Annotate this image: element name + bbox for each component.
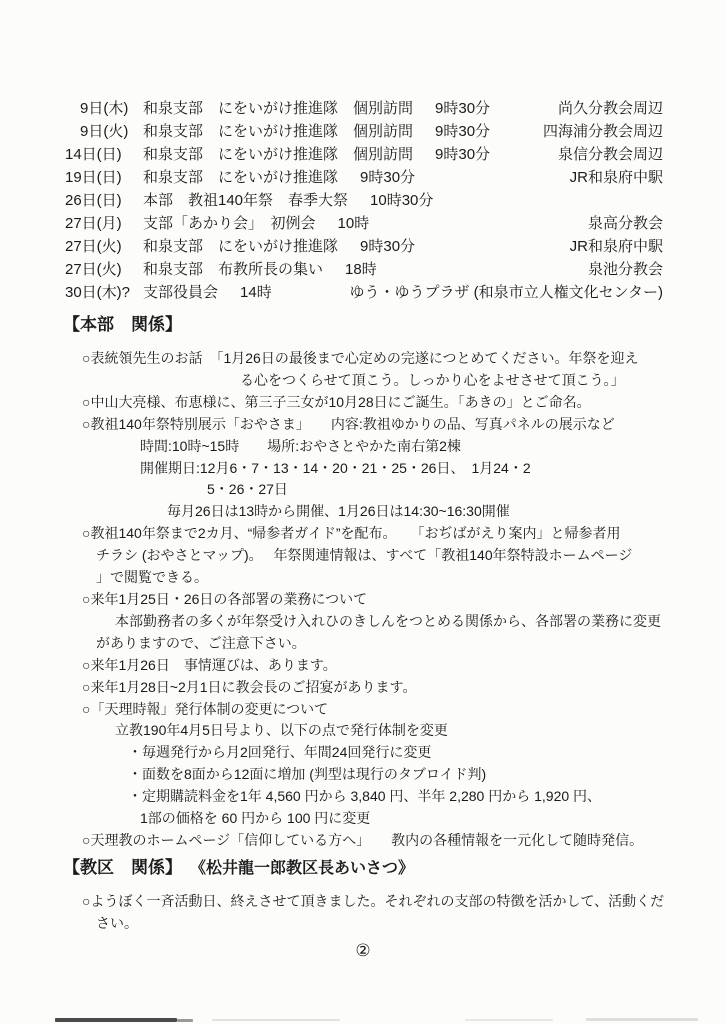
- schedule-row: [65, 235, 663, 258]
- schedule-location: 泉池分教会: [587, 261, 663, 278]
- section-header-row: [63, 315, 726, 335]
- text-line: ・毎週発行から月2回発行、年間24回発行に変更: [128, 744, 432, 761]
- section-subheading: 《松井龍一郎教区長あいさつ》: [198, 859, 415, 877]
- schedule-list: [65, 97, 663, 304]
- text-line: ○教祖140年祭特別展示「おやさま」 内容:教祖ゆかりの品、写真パネルの展示など: [82, 415, 615, 432]
- schedule-date: 26日(日): [65, 192, 122, 209]
- schedule-time: 9時30分: [360, 238, 416, 255]
- text-line: ○教祖140年祭まで2カ月、“帰参者ガイド”を配布。 「おぢばがえり案内」と帰参者用: [82, 525, 621, 542]
- scan-artifact-bar: [55, 1018, 177, 1022]
- schedule-desc: 支部役員会: [143, 284, 219, 301]
- text-line: ○来年1月25日・26日の各部署の業務について: [82, 590, 368, 607]
- schedule-location: 尚久分教会周辺: [557, 100, 663, 117]
- schedule-desc: 和泉支部 にをいがけ推進隊 個別訪問: [143, 123, 414, 140]
- schedule-location: 泉高分教会: [587, 215, 663, 232]
- document-sections: [0, 315, 726, 935]
- text-line: ○来年1月28日~2月1日に教会長のご招宴があります。: [82, 678, 417, 695]
- schedule-desc: 和泉支部 にをいがけ推進隊 個別訪問: [143, 146, 414, 163]
- schedule-date: 30日(木)?: [65, 284, 131, 301]
- section-heading: 【教区 関係】: [63, 857, 182, 877]
- schedule-desc: 和泉支部 布教所長の集い: [143, 261, 324, 278]
- schedule-location: JR和泉府中駅: [569, 169, 663, 186]
- schedule-desc: 和泉支部 にをいがけ推進隊: [143, 169, 339, 186]
- text-line: ○「天理時報」発行体制の変更について: [82, 700, 329, 717]
- scan-artifact-smudge: [586, 1018, 698, 1021]
- schedule-row: [65, 281, 663, 304]
- text-line: 1部の価格を 60 円から 100 円に変更: [140, 810, 371, 827]
- text-line: る心をつくらせて頂こう。しっかり心をよせさせて頂こう。」: [240, 371, 625, 388]
- text-line: 5・26・27日: [207, 481, 288, 498]
- text-line: がありますので、ご注意下さい。: [96, 634, 306, 651]
- text-line: さい。: [96, 914, 138, 931]
- schedule-time: 10時30分: [370, 192, 434, 209]
- schedule-row: [65, 258, 663, 281]
- text-line: 開催期日:12月6・7・13・14・20・21・25・26日、 1月24・2: [140, 459, 531, 476]
- text-line: チラシ (おやさとマップ)。 年祭関連情報は、すべて「教祖140年祭特設ホームページ: [96, 547, 633, 564]
- text-line: 毎月26日は13時から開催、1月26日は14:30~16:30開催: [167, 503, 510, 520]
- schedule-row: [65, 212, 663, 235]
- scan-artifact-tail: [177, 1019, 193, 1022]
- schedule-time: 9時30分: [435, 123, 491, 140]
- schedule-row: [65, 143, 663, 166]
- text-line: ○来年1月26日 事情運びは、あります。: [82, 656, 337, 673]
- schedule-location: 四海浦分教会周辺: [542, 123, 663, 140]
- schedule-date: 27日(火): [65, 238, 122, 255]
- schedule-row: [65, 97, 663, 120]
- schedule-time: 10時: [337, 215, 370, 232]
- scan-artifact-smudge: [465, 1019, 553, 1021]
- text-line: ○ようぼく一斉活動日、終えさせて頂きました。それぞれの支部の特徴を活かして、活動くだ: [82, 892, 665, 909]
- schedule-row: [65, 120, 663, 143]
- schedule-time: 9時30分: [360, 169, 416, 186]
- schedule-date: 9日(火): [65, 123, 129, 140]
- section: [0, 858, 726, 935]
- text-line: ・定期購読料金を1年 4,560 円から 3,840 円、半年 2,280 円から 1,920 円、: [128, 788, 602, 805]
- schedule-desc: 和泉支部 にをいがけ推進隊: [143, 238, 339, 255]
- schedule-row: [65, 166, 663, 189]
- schedule-location: ゆう・ゆうプラザ (和泉市立人権文化センター): [349, 284, 663, 301]
- page-number: ②: [355, 941, 371, 960]
- schedule-row: [65, 189, 663, 212]
- schedule-location: JR和泉府中駅: [569, 238, 663, 255]
- schedule-desc: 和泉支部 にをいがけ推進隊 個別訪問: [143, 100, 414, 117]
- schedule-date: 14日(日): [65, 146, 122, 163]
- schedule-date: 27日(月): [65, 215, 122, 232]
- schedule-time: 14時: [240, 284, 272, 301]
- schedule-time: 18時: [345, 261, 377, 278]
- section-heading: 【本部 関係】: [63, 315, 182, 334]
- schedule-date: 9日(木): [65, 100, 129, 117]
- section-header-row: [63, 858, 726, 878]
- text-line: ○中山大亮様、布恵様に、第三子三女が10月28日にご誕生。「あきの」とご命名。: [82, 393, 591, 410]
- schedule-time: 9時30分: [435, 146, 491, 163]
- schedule-desc: 本部 教祖140年祭 春季大祭: [143, 192, 349, 209]
- text-line: 立教190年4月5日号より、以下の点で発行体制を変更: [115, 722, 448, 739]
- text-line: ○天理教のホームページ「信仰している方へ」 教内の各種情報を一元化して随時発信。: [82, 831, 644, 848]
- text-line: ○表統領先生のお話 「1月26日の最後まで心定めの完遂につとめてください。年祭を迎え: [82, 350, 639, 366]
- schedule-time: 9時30分: [435, 100, 491, 117]
- text-line: 」で閲覧できる。: [96, 569, 208, 586]
- schedule-date: 27日(火): [65, 261, 122, 278]
- text-line: 時間:10時~15時 場所:おやさとやかた南右第2棟: [140, 437, 461, 454]
- schedule-desc: 支部「あかり会」 初例会: [143, 215, 316, 232]
- section: [0, 315, 726, 852]
- text-line: 本部勤務者の多くが年祭受け入れひのきしんをつとめる関係から、各部署の業務に変更: [115, 612, 661, 629]
- text-line: ・面数を8面から12面に増加 (判型は現行のタブロイド判): [128, 766, 487, 783]
- schedule-date: 19日(日): [65, 169, 122, 186]
- scan-artifact-smudge: [212, 1019, 340, 1021]
- schedule-location: 泉信分教会周辺: [557, 146, 663, 163]
